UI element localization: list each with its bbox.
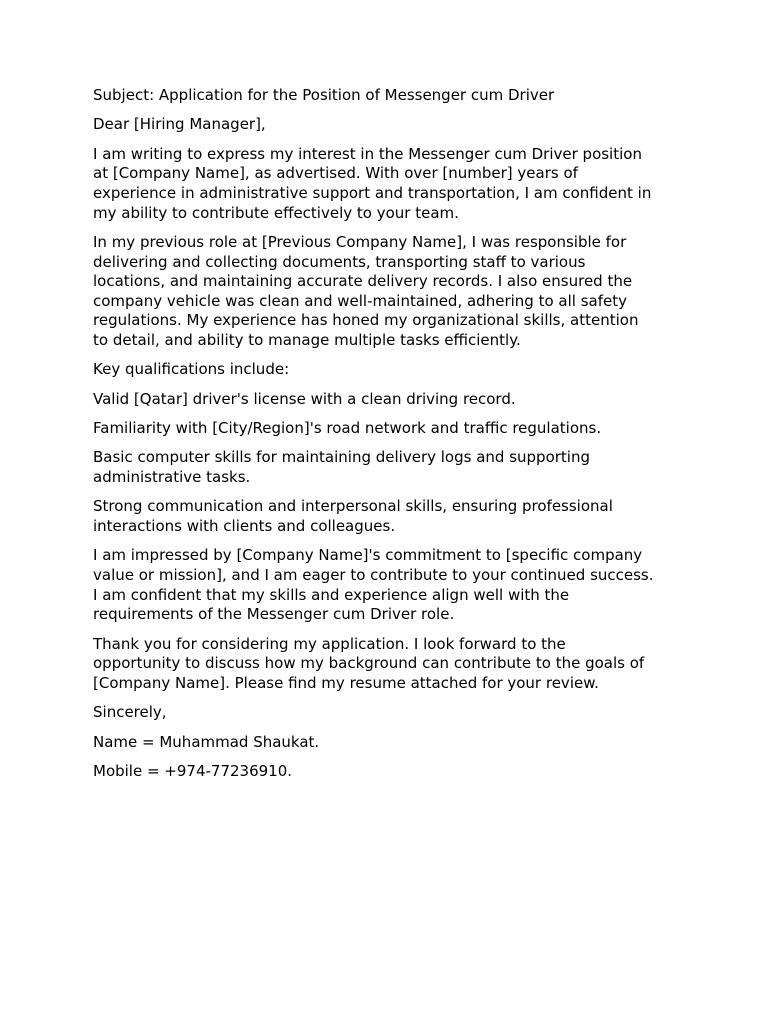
closing: Sincerely,: [93, 703, 167, 722]
qualification-item: Valid [Qatar] driver's license with a clean driving record.: [93, 389, 516, 408]
qualification-item: Strong communication and interpersonal skills, ensuring professional interactions with clients and colleagues.: [93, 497, 613, 536]
intro-paragraph: I am writing to express my interest in the Messenger cum Driver position at [Company Name], as advertised. With over [number] years of experience in administrative support and transportation, I am confident in my ability to contribute effectively to your team.: [93, 144, 652, 222]
experience-paragraph: In my previous role at [Previous Company Name], I was responsible for delivering and collecting documents, transporting staff to various locations, and maintaining accurate delivery records. I also ensured the company vehicle was clean and well-maintained, adhering to all safety regulations. My experience has honed my organizational skills, attention to detail, and ability to manage multiple tasks efficiently.: [93, 232, 639, 349]
contact-mobile: Mobile = +974-77236910.: [93, 761, 293, 780]
subject-line: Subject: Application for the Position of Messenger cum Driver: [93, 86, 555, 104]
thank-you-paragraph: Thank you for considering my application. I look forward to the opportunity to discuss how my background can contribute to the goals of [Company Name]. Please find my resume attached for your review.: [93, 634, 645, 692]
qualification-item: Basic computer skills for maintaining delivery logs and supporting administrative tasks.: [93, 448, 590, 487]
qualifications-intro: Key qualifications include:: [93, 360, 290, 379]
signature-name: Name = Muhammad Shaukat.: [93, 732, 320, 751]
motivation-paragraph: I am impressed by [Company Name]'s commitment to [specific company value or mission], and I am eager to contribute to your continued success. I am confident that my skills and experience align well with the requirements of the Messenger cum Driver role.: [93, 546, 654, 624]
qualification-item: Familiarity with [City/Region]'s road network and traffic regulations.: [93, 419, 602, 438]
salutation: Dear [Hiring Manager],: [93, 115, 266, 134]
cover-letter-page: [93, 86, 683, 791]
